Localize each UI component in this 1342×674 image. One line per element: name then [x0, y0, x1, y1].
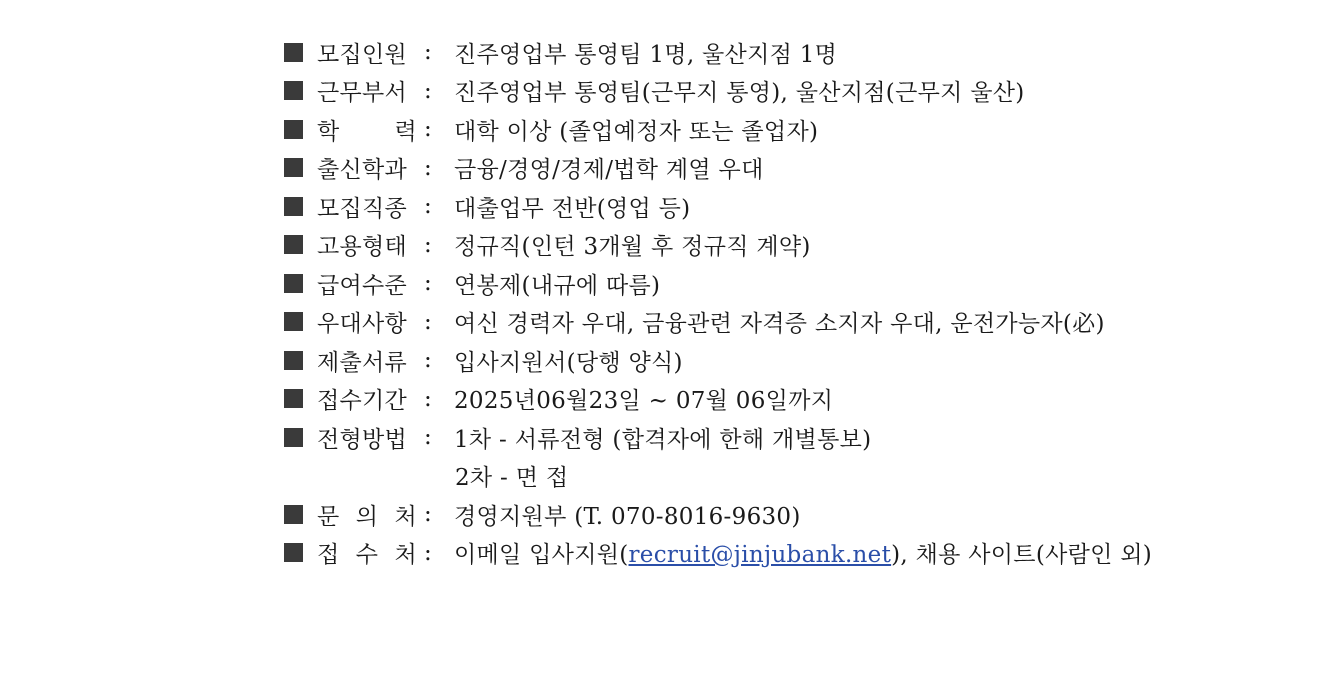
label-char: 처: [394, 542, 417, 569]
colon: :: [424, 385, 433, 412]
label-char: 접: [317, 542, 340, 569]
colon: :: [424, 116, 433, 143]
field-label: [317, 536, 417, 569]
value-prefix: 이메일 입사지원(: [454, 542, 629, 569]
row-education: [284, 110, 1324, 149]
field-label: [317, 113, 417, 146]
row-department: [284, 72, 1324, 111]
colon: :: [424, 270, 433, 297]
colon: :: [424, 231, 433, 258]
field-value: 진주영업부 통영팀(근무지 통영), 울산지점(근무지 울산): [454, 80, 1025, 107]
square-bullet-icon: [284, 351, 303, 370]
row-selection-method: [284, 418, 1324, 457]
row-job-type: [284, 187, 1324, 226]
field-value: 대출업무 전반(영업 등): [454, 195, 691, 222]
row-preferences: [284, 303, 1324, 342]
square-bullet-icon: [284, 235, 303, 254]
square-bullet-icon: [284, 197, 303, 216]
label-char: 의: [355, 503, 379, 530]
row-documents: [284, 341, 1324, 380]
field-value: 정규직(인턴 3개월 후 정규직 계약): [454, 234, 811, 261]
field-value: 연봉제(내규에 따름): [454, 272, 661, 299]
field-value: 입사지원서(당행 양식): [454, 349, 683, 376]
row-inquiries: [284, 495, 1324, 534]
field-label: [317, 498, 417, 531]
square-bullet-icon: [284, 81, 303, 100]
label-char: 처: [394, 503, 417, 530]
colon: :: [424, 501, 433, 528]
row-employment-type: [284, 226, 1324, 265]
colon: :: [424, 77, 433, 104]
colon: :: [424, 424, 433, 451]
square-bullet-icon: [284, 543, 303, 562]
field-label: 전형방법: [317, 426, 408, 453]
colon: :: [424, 193, 433, 220]
field-value: 여신 경력자 우대, 금융관련 자격증 소지자 우대, 운전가능자(必): [454, 311, 1105, 338]
square-bullet-icon: [284, 158, 303, 177]
square-bullet-icon: [284, 428, 303, 447]
field-value: 진주영업부 통영팀 1명, 울산지점 1명: [454, 41, 838, 68]
email-link[interactable]: recruit@jinjubank.net: [628, 542, 892, 569]
label-char: 학: [317, 118, 340, 145]
field-label: 접수기간: [317, 388, 408, 415]
square-bullet-icon: [284, 389, 303, 408]
recruitment-notice: [284, 33, 1324, 572]
field-value: 2차 - 면 접: [455, 465, 569, 492]
colon: :: [424, 308, 433, 335]
field-label: 제출서류: [317, 349, 408, 376]
field-label: 근무부서: [317, 80, 408, 107]
row-application-period: [284, 380, 1324, 419]
field-value: 대학 이상 (졸업예정자 또는 졸업자): [454, 118, 819, 145]
colon: :: [424, 39, 433, 66]
square-bullet-icon: [284, 505, 303, 524]
row-selection-method-continued: [284, 457, 1324, 496]
field-value: 2025년06월23일 ~ 07월 06일까지: [454, 388, 834, 415]
square-bullet-icon: [284, 43, 303, 62]
row-submission: [284, 534, 1324, 573]
row-salary: [284, 264, 1324, 303]
value-suffix: ), 채용 사이트(사람인 외): [891, 542, 1153, 569]
row-major: [284, 149, 1324, 188]
field-label: 급여수준: [317, 272, 408, 299]
field-label: 출신학과: [317, 157, 408, 184]
field-label: 고용형태: [317, 234, 408, 261]
label-char: 수: [355, 542, 379, 569]
field-label: 우대사항: [317, 311, 408, 338]
colon: :: [424, 154, 433, 181]
square-bullet-icon: [284, 274, 303, 293]
field-value: 경영지원부 (T. 070-8016-9630): [454, 503, 801, 530]
square-bullet-icon: [284, 120, 303, 139]
field-label: 모집인원: [317, 41, 408, 68]
field-value: 1차 - 서류전형 (합격자에 한해 개별통보): [454, 426, 872, 453]
label-char: 력: [394, 118, 417, 145]
label-char: 문: [317, 503, 340, 530]
field-label: 모집직종: [317, 195, 408, 222]
square-bullet-icon: [284, 312, 303, 331]
colon: :: [424, 347, 433, 374]
colon: :: [424, 539, 433, 566]
field-value: 금융/경영/경제/법학 계열 우대: [454, 157, 764, 184]
row-recruit-count: [284, 33, 1324, 72]
field-value: [454, 536, 1152, 569]
